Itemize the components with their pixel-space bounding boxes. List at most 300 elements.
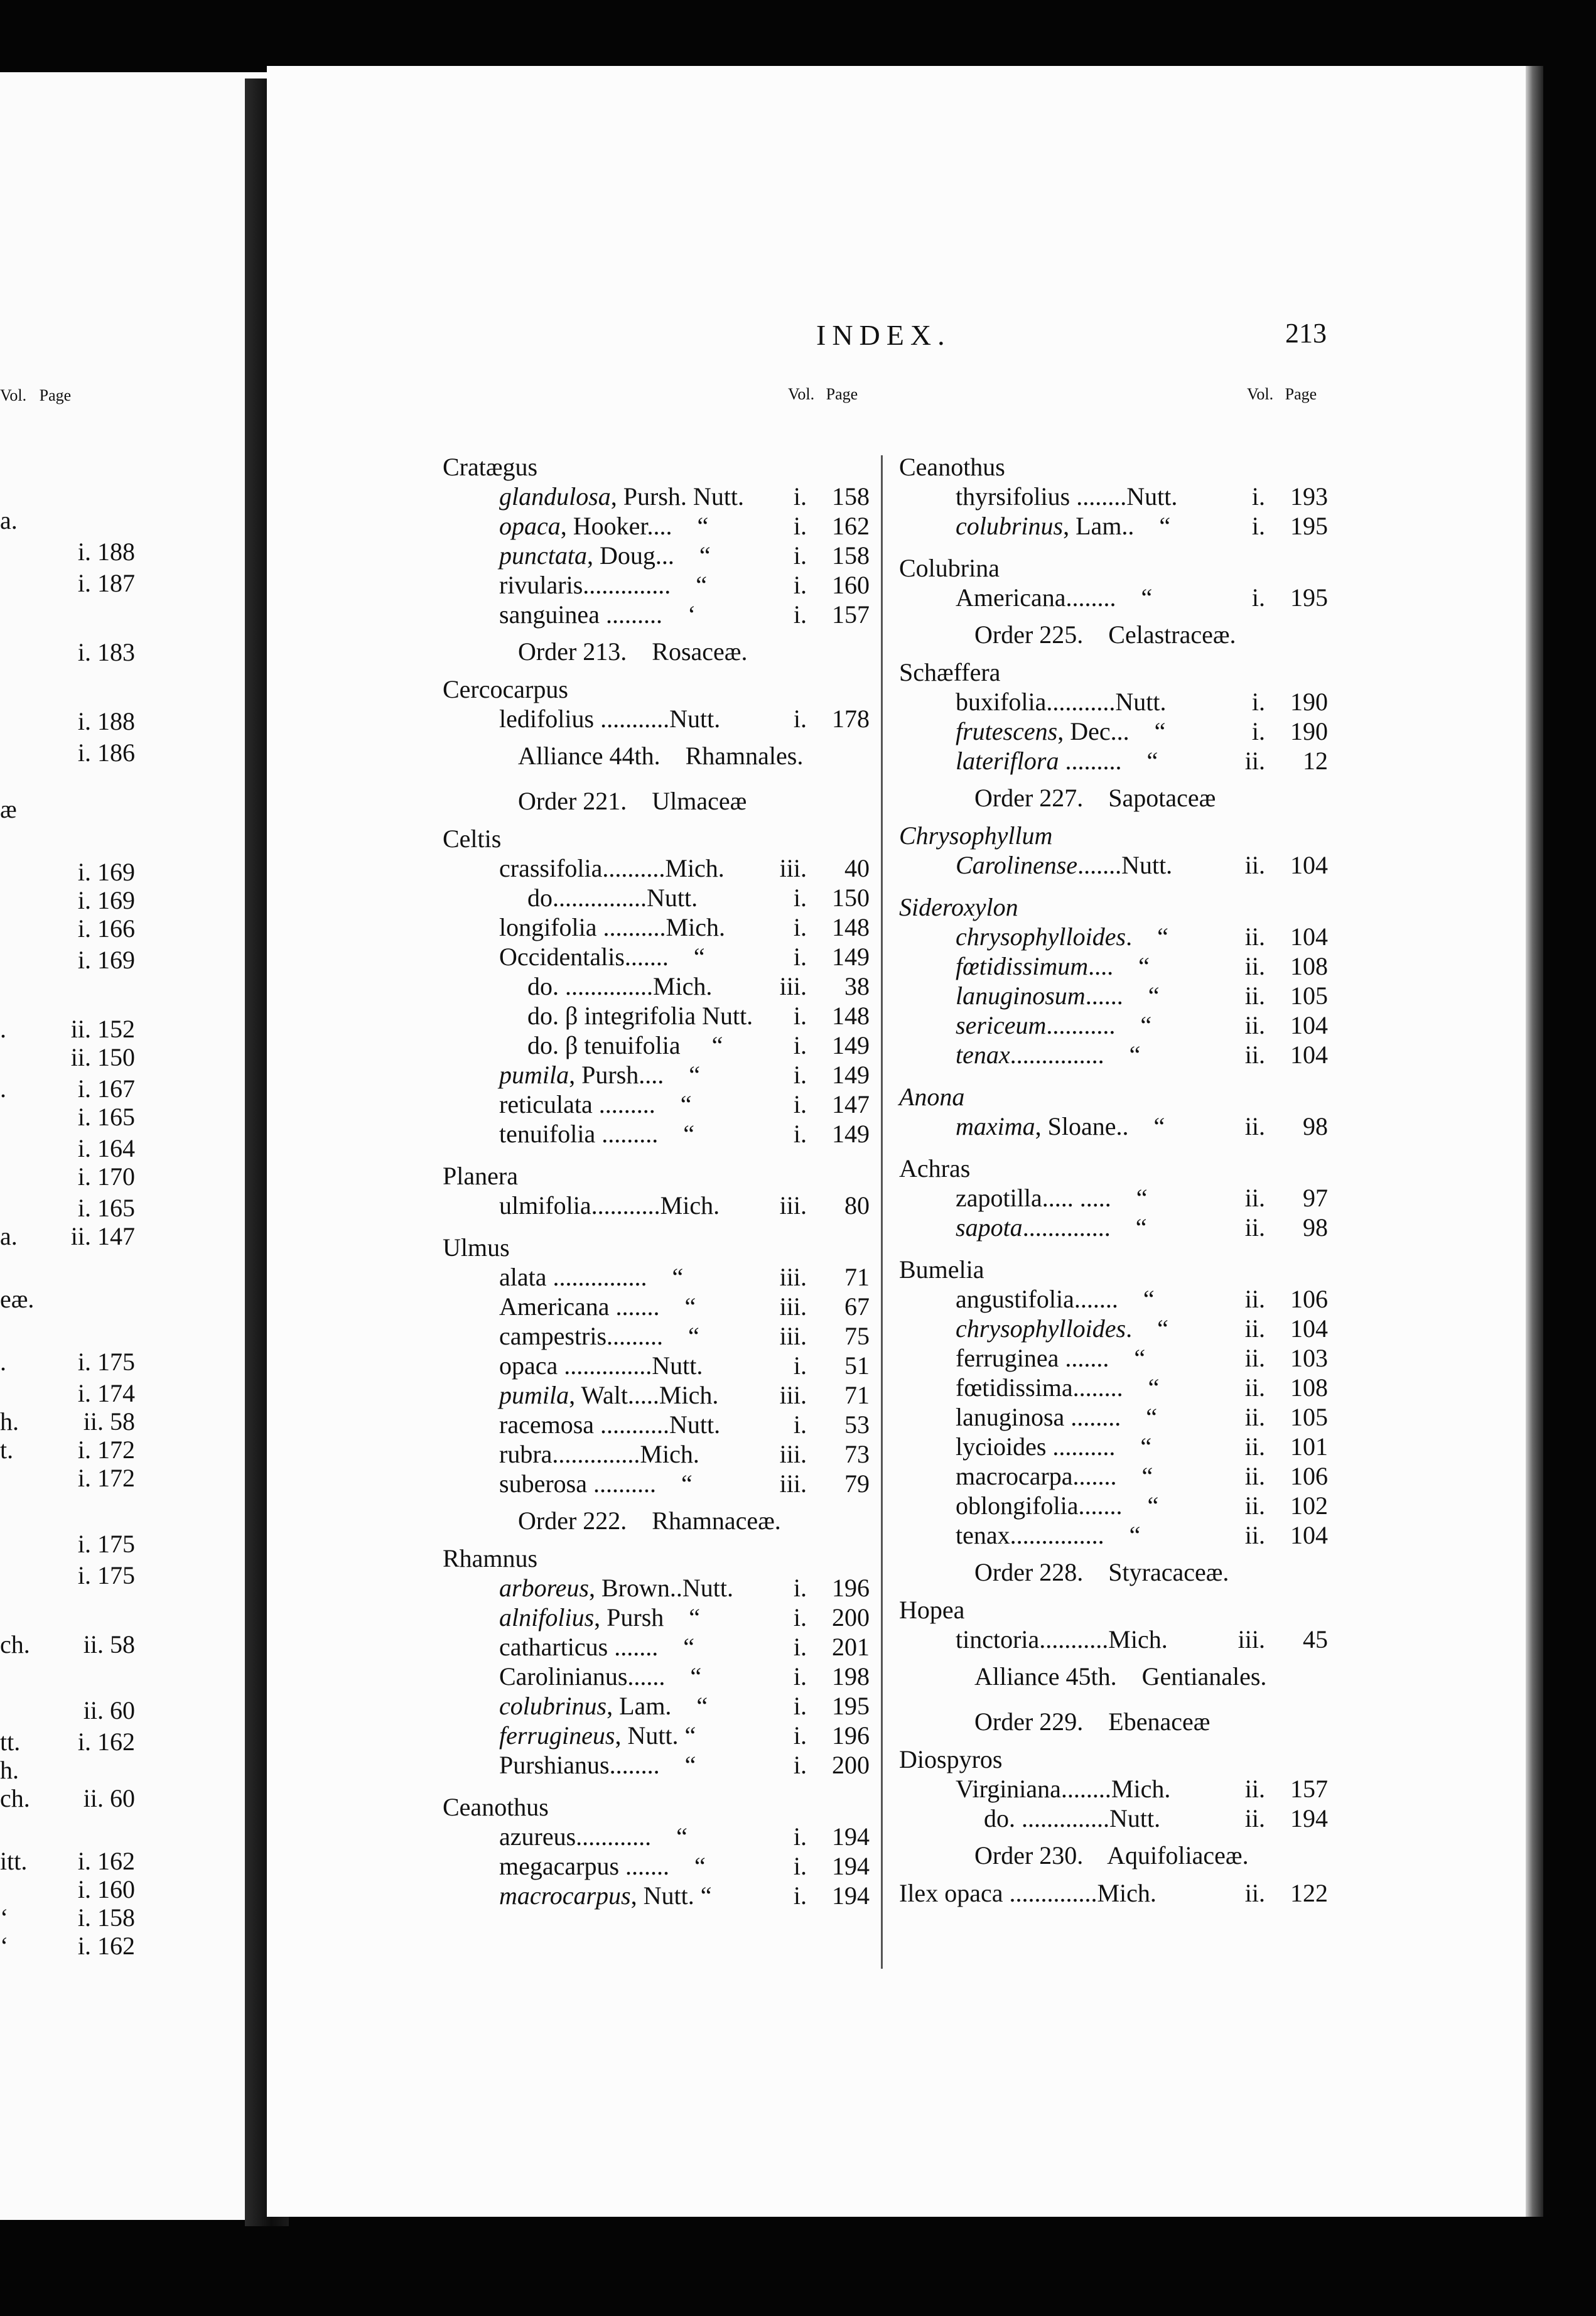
entry-authority: . “ xyxy=(1126,1314,1168,1343)
index-entry xyxy=(267,1851,876,1881)
left-fragment-row xyxy=(0,1347,135,1377)
entry-authority: longifolia ..........Mich. xyxy=(499,913,725,941)
entry-label xyxy=(956,1040,1140,1069)
entry-label xyxy=(499,1573,733,1603)
volume-ref: iii. xyxy=(779,854,807,882)
entry-label xyxy=(956,1625,1168,1654)
entry-authority: crassifolia..........Mich. xyxy=(499,854,725,882)
left-fragment-lead: tt. xyxy=(0,1728,21,1756)
page-ref: 149 xyxy=(832,1120,870,1148)
entry-label xyxy=(899,1878,1157,1908)
page-ref: 200 xyxy=(832,1751,870,1779)
left-fragment-row xyxy=(0,1134,135,1163)
index-entry xyxy=(267,981,1334,1010)
left-fragment-ref: i. 165 xyxy=(77,1194,135,1222)
entry-authority: , Lam. “ xyxy=(607,1692,708,1720)
index-entry xyxy=(267,1662,876,1691)
left-fragment-ref: i. 183 xyxy=(77,638,135,666)
volume-ref: i. xyxy=(793,1061,807,1089)
page-ref: 190 xyxy=(1290,717,1328,745)
left-fragment-row xyxy=(0,506,135,535)
entry-label xyxy=(956,1284,1155,1314)
entry-authority: do. β tenuifolia “ xyxy=(527,1031,723,1059)
volume-ref: ii. xyxy=(1244,923,1265,951)
page-ref: 102 xyxy=(1290,1491,1328,1520)
volume-ref: ii. xyxy=(1244,1041,1265,1069)
left-fragment-ref: i. 186 xyxy=(77,739,135,767)
page-ref: 105 xyxy=(1290,1403,1328,1431)
volume-ref: i. xyxy=(793,541,807,570)
volume-ref: ii. xyxy=(1244,1314,1265,1343)
entry-label xyxy=(956,850,1172,880)
index-entry xyxy=(267,511,1334,541)
species-name: Carolinense xyxy=(956,851,1078,879)
entry-authority: reticulata ......... “ xyxy=(499,1090,692,1118)
page-ref: 149 xyxy=(832,1031,870,1059)
volume-ref: ii. xyxy=(1244,1373,1265,1402)
index-entry xyxy=(267,1461,1334,1491)
species-name: opaca xyxy=(499,512,561,540)
page-ref: 158 xyxy=(832,482,870,511)
index-entry xyxy=(267,1625,1334,1654)
left-fragment-row xyxy=(0,1042,135,1072)
left-fragment-row xyxy=(0,1755,135,1785)
index-entry xyxy=(267,922,1334,951)
entry-authority: opaca ..............Nutt. xyxy=(499,1351,703,1380)
left-fragment-row xyxy=(0,1696,135,1725)
col2-page-header: Page xyxy=(1285,385,1317,403)
index-entry xyxy=(267,1691,876,1721)
volume-ref: ii. xyxy=(1244,1344,1265,1372)
entry-authority: , Pursh “ xyxy=(594,1603,701,1631)
index-entry xyxy=(267,1183,1334,1213)
left-fragment-row xyxy=(0,637,135,667)
volume-ref: ii. xyxy=(1244,1521,1265,1549)
left-fragment-lead: t. xyxy=(0,1436,14,1464)
left-fragment-ref: ii. 58 xyxy=(83,1630,135,1659)
genus-name: Schæffera xyxy=(899,658,1001,686)
species-name: pumila xyxy=(499,1061,569,1089)
index-entry xyxy=(267,717,1334,746)
volume-ref: iii. xyxy=(779,1292,807,1321)
left-fragment-row xyxy=(0,914,135,943)
left-fragment-ref: i. 165 xyxy=(77,1103,135,1131)
volume-ref: i. xyxy=(793,600,807,629)
index-entry xyxy=(267,746,1334,776)
page-ref: 97 xyxy=(1303,1184,1328,1212)
page-ref: 80 xyxy=(844,1191,870,1220)
volume-ref: ii. xyxy=(1244,1775,1265,1803)
left-fragment-ref: i. 164 xyxy=(77,1134,135,1162)
entry-label xyxy=(956,1343,1145,1373)
volume-ref: i. xyxy=(793,1633,807,1661)
index-entry xyxy=(267,1573,876,1603)
volume-ref: i. xyxy=(1251,512,1265,540)
order-heading-text: Order 230. Aquifoliaceæ. xyxy=(974,1841,1249,1870)
entry-authority: lanuginosa ........ “ xyxy=(956,1403,1158,1431)
entry-authority: catharticus ....... “ xyxy=(499,1633,694,1661)
index-entry xyxy=(267,1040,1334,1069)
entry-label xyxy=(499,1662,701,1691)
volume-ref: ii. xyxy=(1244,952,1265,980)
entry-authority: thyrsifolius ........Nutt. xyxy=(956,482,1178,511)
page-ref: 71 xyxy=(844,1263,870,1291)
entry-authority: zapotilla..... ..... “ xyxy=(956,1184,1148,1212)
left-fragment-row xyxy=(0,857,135,887)
index-entry xyxy=(267,1112,1334,1141)
left-fragment-row xyxy=(0,568,135,598)
left-column-header xyxy=(0,386,71,405)
genus-name: Hopea xyxy=(899,1596,965,1624)
left-fragment-ref: i. 174 xyxy=(77,1379,135,1407)
genus-name: Planera xyxy=(443,1162,518,1190)
species-name: fœtidissimum xyxy=(956,952,1089,980)
left-fragment-ref: i. 160 xyxy=(77,1875,135,1903)
left-fragment-row xyxy=(0,537,135,566)
entry-text: Ilex opaca ..............Mich. xyxy=(899,1879,1157,1907)
species-name: macrocarpus xyxy=(499,1881,631,1910)
left-fragment-ref: ii. 147 xyxy=(70,1222,135,1250)
left-fragment-lead: eæ. xyxy=(0,1285,35,1313)
species-name: tenax xyxy=(956,1041,1010,1069)
page-ref: 104 xyxy=(1290,1521,1328,1549)
left-fragment-lead: . xyxy=(0,1348,6,1376)
col1-headers xyxy=(788,385,858,404)
left-fragment-lead: ‘ xyxy=(0,1932,9,1960)
order-heading-text: Alliance 44th. Rhamnales. xyxy=(518,742,804,770)
entry-authority: buxifolia...........Nutt. xyxy=(956,688,1167,716)
genus-name: Ceanothus xyxy=(899,453,1005,481)
index-entry xyxy=(267,1284,1334,1314)
col2-vol-header: Vol. xyxy=(1247,385,1274,403)
page-ref: 178 xyxy=(832,705,870,733)
entry-authority: rubra..............Mich. xyxy=(499,1440,699,1468)
left-fragment-ref: i. 162 xyxy=(77,1728,135,1756)
col1-vol-header: Vol. xyxy=(788,385,815,403)
left-fragment-row xyxy=(0,1727,135,1756)
species-name: colubrinus xyxy=(499,1692,607,1720)
page-ref: 147 xyxy=(832,1090,870,1118)
page-ref: 75 xyxy=(844,1322,870,1350)
entry-label xyxy=(956,1432,1151,1461)
index-entry xyxy=(267,1721,876,1750)
left-fragment-lead: . xyxy=(0,1015,6,1043)
entry-authority: , Lam.. “ xyxy=(1063,512,1171,540)
entry-authority: . “ xyxy=(1126,923,1168,951)
order-heading-text: Order 228. Styracaceæ. xyxy=(974,1558,1229,1586)
left-fragment-lead: a. xyxy=(0,506,18,534)
entry-authority: , Pursh.... “ xyxy=(569,1061,701,1089)
entry-label xyxy=(956,922,1168,951)
entry-label xyxy=(956,687,1167,717)
volume-ref: iii. xyxy=(779,1381,807,1409)
entry-authority: ferruginea ....... “ xyxy=(956,1344,1146,1372)
entry-authority: , Doug... “ xyxy=(586,541,711,570)
volume-ref: i. xyxy=(793,1410,807,1439)
entry-label xyxy=(956,1774,1170,1804)
left-fragment-row xyxy=(0,1561,135,1590)
index-entry xyxy=(267,583,1334,612)
entry-authority: , Nutt. “ xyxy=(615,1721,696,1750)
page-ref: 195 xyxy=(1290,583,1328,612)
genus-name: Ceanothus xyxy=(443,1793,549,1821)
page-ref: 193 xyxy=(1290,482,1328,511)
left-fragment-row xyxy=(0,1221,135,1251)
species-name: chrysophylloides xyxy=(956,923,1126,951)
order-heading-text: Order 229. Ebenaceæ xyxy=(974,1707,1210,1736)
left-fragment-row xyxy=(0,1875,135,1904)
entry-authority: alata ............... “ xyxy=(499,1263,684,1291)
page-ref: 38 xyxy=(844,972,870,1000)
left-fragment-ref: i. 175 xyxy=(77,1348,135,1376)
left-fragment-row xyxy=(0,1931,135,1961)
entry-authority: tinctoria...........Mich. xyxy=(956,1625,1168,1653)
entry-authority: Carolinianus...... “ xyxy=(499,1662,702,1691)
entry-authority: do. ..............Nutt. xyxy=(984,1804,1161,1832)
species-name: punctata xyxy=(499,541,587,570)
volume-ref: ii. xyxy=(1244,1804,1265,1832)
genus-name: Cercocarpus xyxy=(443,675,568,703)
order-heading-text: Alliance 45th. Gentianales. xyxy=(974,1662,1267,1691)
entry-authority: Occidentalis....... “ xyxy=(499,943,705,971)
left-fragment-ref: ii. 60 xyxy=(83,1784,135,1812)
page-ref: 157 xyxy=(832,600,870,629)
genus-name: Colubrina xyxy=(899,554,1000,582)
genus-name: Achras xyxy=(899,1154,971,1182)
page-ref: 149 xyxy=(832,1061,870,1089)
entry-authority: racemosa ...........Nutt. xyxy=(499,1410,721,1439)
left-fragment-row xyxy=(0,1407,135,1436)
species-name: chrysophylloides xyxy=(956,1314,1126,1343)
page-ref: 162 xyxy=(832,512,870,540)
left-fragment-row xyxy=(0,1783,135,1813)
left-fragment-ref: ii. 60 xyxy=(83,1696,135,1724)
page-number: 213 xyxy=(1285,318,1327,349)
page-ref: 67 xyxy=(844,1292,870,1321)
entry-authority: , Walt.....Mich. xyxy=(569,1381,719,1409)
left-fragment-ref: i. 166 xyxy=(77,914,135,943)
volume-ref: ii. xyxy=(1244,982,1265,1010)
left-fragment-ref: i. 162 xyxy=(77,1847,135,1875)
entry-label xyxy=(956,1461,1153,1491)
page-ref: 194 xyxy=(1290,1804,1328,1832)
entry-authority: angustifolia....... “ xyxy=(956,1285,1155,1313)
page-ref: 53 xyxy=(844,1410,870,1439)
entry-authority: , Sloane.. “ xyxy=(1035,1112,1165,1140)
volume-ref: iii. xyxy=(779,1322,807,1350)
index-entry xyxy=(267,482,1334,511)
entry-authority: ......... “ xyxy=(1059,747,1158,775)
left-fragment-ref: i. 175 xyxy=(77,1561,135,1589)
index-entry xyxy=(267,883,876,912)
index-entry xyxy=(267,1373,1334,1402)
entry-label xyxy=(956,511,1170,541)
left-page xyxy=(0,72,276,2220)
volume-ref: i. xyxy=(1251,688,1265,716)
left-fragment-lead: . xyxy=(0,1074,6,1103)
left-fragment-ref: i. 175 xyxy=(77,1530,135,1558)
page-ref: 108 xyxy=(1290,952,1328,980)
volume-ref: iii. xyxy=(779,972,807,1000)
entry-label xyxy=(956,1314,1168,1343)
entry-authority: , Hooker.... “ xyxy=(560,512,709,540)
index-entry xyxy=(267,687,1334,717)
species-name: sapota xyxy=(956,1213,1023,1242)
page-ref: 149 xyxy=(832,943,870,971)
volume-ref: i. xyxy=(1251,583,1265,612)
left-fragment-ref: i. 172 xyxy=(77,1464,135,1492)
entry-label xyxy=(499,541,711,570)
volume-ref: i. xyxy=(793,1881,807,1910)
volume-ref: ii. xyxy=(1244,1011,1265,1039)
right-page xyxy=(267,66,1532,2217)
page-ref: 122 xyxy=(1290,1879,1328,1907)
page-ref: 158 xyxy=(832,541,870,570)
page-ref: 104 xyxy=(1290,1041,1328,1069)
entry-authority: megacarpus ....... “ xyxy=(499,1852,706,1880)
volume-ref: i. xyxy=(793,1721,807,1750)
page-ref: 104 xyxy=(1290,1011,1328,1039)
entry-authority: tenuifolia ......... “ xyxy=(499,1120,695,1148)
genus-name: Ulmus xyxy=(443,1233,510,1262)
entry-authority: , Nutt. “ xyxy=(630,1881,712,1910)
species-name: glandulosa xyxy=(499,482,611,511)
left-fragment-ref: i. 170 xyxy=(77,1162,135,1191)
volume-ref: ii. xyxy=(1244,1432,1265,1461)
page-ref: 51 xyxy=(844,1351,870,1380)
entry-authority: ledifolius ...........Nutt. xyxy=(499,705,721,733)
page-ref: 148 xyxy=(832,913,870,941)
genus-name: Diospyros xyxy=(899,1745,1003,1773)
index-entry xyxy=(267,951,1334,981)
entry-label xyxy=(956,1183,1147,1213)
page-ref: 196 xyxy=(832,1574,870,1602)
left-fragment-row xyxy=(0,706,135,736)
genus-name: Cratægus xyxy=(443,453,538,481)
volume-ref: ii. xyxy=(1244,1285,1265,1313)
volume-ref: i. xyxy=(793,482,807,511)
volume-ref: i. xyxy=(793,1031,807,1059)
volume-ref: i. xyxy=(793,1574,807,1602)
genus-name: Bumelia xyxy=(899,1255,984,1284)
left-fragment-row xyxy=(0,1014,135,1044)
species-name: arboreus xyxy=(499,1574,589,1602)
entry-label xyxy=(956,583,1152,612)
volume-ref: i. xyxy=(793,1120,807,1148)
entry-label xyxy=(956,1520,1140,1550)
left-fragment-row xyxy=(0,1378,135,1408)
left-fragment-row xyxy=(0,1284,135,1314)
volume-ref: ii. xyxy=(1244,1462,1265,1490)
entry-label xyxy=(956,981,1159,1010)
entry-label xyxy=(956,951,1150,981)
left-page-header: Page xyxy=(39,386,72,404)
page-edge xyxy=(1526,66,1543,2217)
order-heading-text: Order 222. Rhamnaceæ. xyxy=(518,1507,781,1535)
page-ref: 196 xyxy=(832,1721,870,1750)
page-ref: 194 xyxy=(832,1822,870,1851)
page-ref: 73 xyxy=(844,1440,870,1468)
left-fragment-ref: i. 167 xyxy=(77,1074,135,1103)
page-ref: 98 xyxy=(1303,1112,1328,1140)
page-ref: 45 xyxy=(1303,1625,1328,1653)
left-fragment-row xyxy=(0,1846,135,1876)
volume-ref: i. xyxy=(793,571,807,599)
page-ref: 12 xyxy=(1303,747,1328,775)
genus-name: Anona xyxy=(899,1083,965,1111)
page-ref: 101 xyxy=(1290,1432,1328,1461)
entry-label xyxy=(956,1112,1165,1141)
page-ref: 98 xyxy=(1303,1213,1328,1242)
index-entry xyxy=(267,1878,1334,1908)
left-fragment-lead: æ xyxy=(0,795,17,823)
volume-ref: i. xyxy=(793,913,807,941)
volume-ref: i. xyxy=(793,1090,807,1118)
left-fragment-row xyxy=(0,945,135,975)
entry-authority: ........... “ xyxy=(1046,1011,1152,1039)
page-ref: 106 xyxy=(1290,1462,1328,1490)
entry-authority: Americana ....... “ xyxy=(499,1292,696,1321)
volume-ref: i. xyxy=(793,1692,807,1720)
volume-ref: ii. xyxy=(1244,851,1265,879)
entry-label xyxy=(984,1804,1160,1833)
genus-name: Sideroxylon xyxy=(899,893,1018,921)
left-fragment-lead: ‘ xyxy=(0,1903,9,1932)
page-ref: 157 xyxy=(1290,1775,1328,1803)
entry-authority: suberosa .......... “ xyxy=(499,1469,693,1498)
volume-ref: i. xyxy=(793,943,807,971)
entry-authority: .......Nutt. xyxy=(1077,851,1173,879)
entry-authority: do...............Nutt. xyxy=(527,884,698,912)
left-fragment-lead: ch. xyxy=(0,1630,30,1659)
left-fragment-ref: ii. 58 xyxy=(83,1407,135,1436)
species-name: pumila xyxy=(499,1381,569,1409)
volume-ref: i. xyxy=(793,1822,807,1851)
entry-authority: tenax............... “ xyxy=(956,1521,1141,1549)
volume-ref: i. xyxy=(1251,482,1265,511)
left-fragment-lead: h. xyxy=(0,1407,19,1436)
volume-ref: i. xyxy=(793,705,807,733)
species-name: sericeum xyxy=(956,1011,1047,1039)
entry-label xyxy=(956,482,1177,511)
entry-label xyxy=(956,1491,1158,1520)
volume-ref: i. xyxy=(793,1852,807,1880)
page-ref: 160 xyxy=(832,571,870,599)
entry-label xyxy=(527,883,698,912)
order-heading-text: Order 227. Sapotaceæ xyxy=(974,784,1216,812)
entry-authority: azureus............ “ xyxy=(499,1822,687,1851)
entry-authority: do. β integrifolia Nutt. xyxy=(527,1002,753,1030)
page-ref: 194 xyxy=(832,1881,870,1910)
index-entry xyxy=(267,541,876,570)
species-name: ferrugineus xyxy=(499,1721,615,1750)
page-ref: 103 xyxy=(1290,1344,1328,1372)
page-ref: 198 xyxy=(832,1662,870,1691)
volume-ref: i. xyxy=(793,1751,807,1779)
entry-authority: lycioides .......... “ xyxy=(956,1432,1152,1461)
volume-ref: ii. xyxy=(1244,1112,1265,1140)
left-fragment-ref: ii. 150 xyxy=(70,1043,135,1071)
index-entry xyxy=(267,1432,1334,1461)
species-name: lateriflora xyxy=(956,747,1059,775)
volume-ref: i. xyxy=(1251,717,1265,745)
species-name: alnifolius xyxy=(499,1603,595,1631)
entry-label xyxy=(956,1213,1146,1242)
volume-ref: ii. xyxy=(1244,1491,1265,1520)
volume-ref: i. xyxy=(793,512,807,540)
entry-label xyxy=(956,1010,1151,1040)
order-heading-text: Order 225. Celastraceæ. xyxy=(974,620,1236,649)
